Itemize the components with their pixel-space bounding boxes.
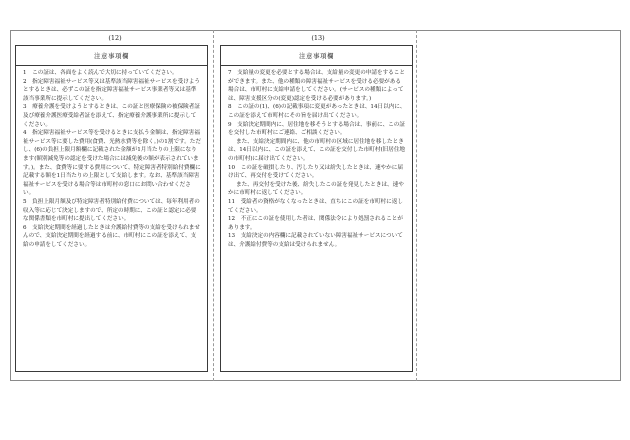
panel-title: 注意事項欄 [221,46,412,66]
note-item: 1 この証は、各面をよく読んで大切に持っていてください。 [23,70,178,76]
notes-list [221,66,412,249]
note-item: 5 負担上限月額及び特定障害者特別給付費については、毎年利用者の収入等に応じて決定しますので、所定の時期に、この証と認定に必要な関係書類を市町村に提出してください。 [23,198,200,223]
note-item: 10 この証を破損したり、汚したり又は紛失したときは、速やかに届け出て、再交付を受けてください。 [228,164,403,180]
notes-panel-13 [220,45,413,372]
note-item: 11 受給者の資格がなくなったときは、直ちにこの証を市町村に返してください。 [228,198,403,214]
note-item: 13 支給決定の内容欄に記載されていない障害福祉サービスについては、介護給付費等の支給は受けられません。 [228,233,403,248]
notes-list [16,66,207,249]
page-number-12: (12) [108,34,122,42]
panel-title: 注意事項欄 [16,46,207,66]
note-item: 8 この証の(1)、(6)の記載事項に変更があったときは、14日以内に、この証を添えて市町村にその旨を届け出てください。 [228,104,406,119]
note-item: また、再交付を受けた後、紛失したこの証を発見したときは、速やかに市町村に返してください。 [228,181,404,197]
note-item: 4 指定障害福祉サービス等を受けるときに支払う金額は、指定障害福祉サービス等に要した費用(食費、光熱水費等を除く。)の1割です。ただし、(6)の負担上限月額欄に記載された金額が1月当たりの上限になります(額別減免等の認定を受けた場合には減免後の額が表示されています。)。また、食費等に要する費用について、特定障害者特別給付費欄に記載する額を1日当たりの上限として支給します。なお、基準該当障害福祉サービスを受ける場合等は市町村の窓口にお問い合わせください。 [23,130,201,197]
notes-panel-12 [15,45,208,372]
note-item: 6 支給決定期間を経過したときは介護給付費等の支給を受けられませんので、支給決定期間を経過する前に、市町村にこの証を添えて、支給の申請をしてください。 [23,224,200,248]
note-item: 2 指定障害福祉サービス等又は基準該当障害福祉サービスを受けようとするときは、必ずこの証を指定障害福祉サービス事業者等又は基準該当事業所に提示してください。 [23,78,200,102]
fold-line-right [416,30,417,381]
note-item: 12 不正にこの証を使用した者は、関係法令により処罰されることがあります。 [228,216,403,231]
note-item: 3 療養介護を受けようとするときは、この証と医療保険の被保険者証及び療養介護医療受給者証を添えて、指定療養介護事業所に提示してください。 [23,104,200,128]
note-item: 7 支給量の変更を必要とする場合は、支給量の変更の申請をすることができます。また、他の種類の障害福祉サービスを受ける必要がある場合は、市町村に支給申請をしてください。(サービスの種類によっては、障害支援区分の(変更)認定を受ける必要があります。) [228,70,405,102]
fold-line-left [213,30,214,381]
note-item: 9 支給決定期間内に、居住地を移そうとする場合は、事前に、この証を交付した市町村にご連絡、ご相談ください。 [228,121,405,137]
note-item: また、支給決定期間内に、他の市町村の区域に居住地を移したときは、14日以内に、この証を添えて、この証を交付した市町村(旧居住地の市町村)に届け出てください。 [228,138,406,162]
page-number-13: (13) [311,34,325,42]
